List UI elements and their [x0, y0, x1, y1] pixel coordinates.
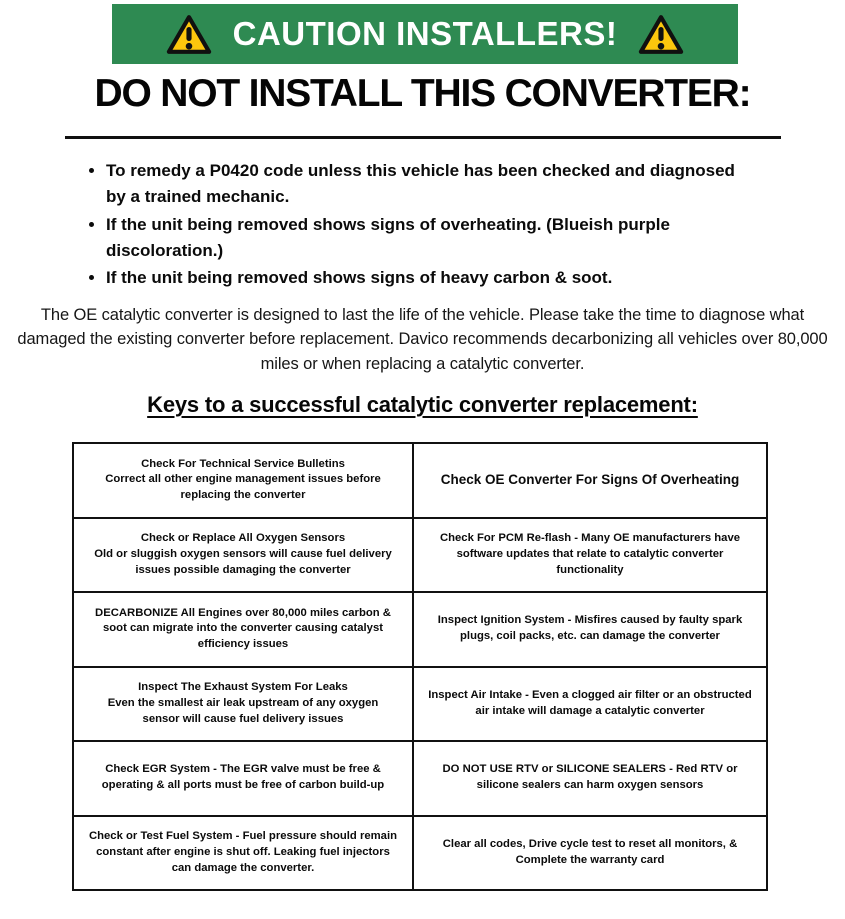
table-cell — [413, 443, 767, 518]
cell-text: Check For Technical Service Bulletins — [141, 457, 345, 470]
table-cell — [73, 518, 413, 593]
cell-text: Check or Replace All Oxygen Sensors — [140, 532, 346, 545]
cell-text: Check EGR System - The EGR valve must be free & operating & all ports must be free of carbon build-up — [101, 763, 385, 792]
main-heading: DO NOT INSTALL THIS CONVERTER: — [94, 72, 751, 115]
warning-list-item: • To remedy a P0420 code unless this vehicle has been checked and diagnosed by a trained mechanic. — [106, 158, 753, 211]
cell-text: Even the smallest air leak upstream of any oxygen sensor will cause fuel delivery issues — [107, 696, 379, 725]
banner-title: CAUTION INSTALLERS! — [232, 15, 618, 52]
table-cell — [73, 443, 413, 518]
table-row — [73, 443, 767, 518]
table-row — [73, 592, 767, 667]
cell-text: DECARBONIZE All Engines over 80,000 miles carbon & soot can migrate into the converter causing catalyst efficiency issues — [95, 606, 391, 651]
table-cell — [413, 667, 767, 742]
table-cell — [73, 816, 413, 891]
table-cell — [73, 667, 413, 742]
cell-text: Check For PCM Re-flash - Many OE manufacturers have software updates that relate to catalytic converter functionality — [439, 532, 741, 576]
warning-list — [88, 158, 753, 293]
warning-list-item: • If the unit being removed shows signs of heavy carbon & soot. — [106, 265, 753, 291]
keys-table — [72, 442, 768, 891]
cell-text: Check OE Converter For Signs Of Overheating — [440, 471, 740, 487]
table-row — [73, 518, 767, 593]
table-row — [73, 816, 767, 891]
cell-text: Inspect Ignition System - Misfires caused by faulty spark plugs, coil packs, etc. can damage the converter — [437, 614, 743, 643]
table-cell — [413, 518, 767, 593]
advisory-paragraph: The OE catalytic converter is designed to last the life of the vehicle. Please take the time to diagnose what damaged the existing converter before replacement. Davico recommends decarbonizing all vehicles over 80,000 miles or when replacing a catalytic converter. — [17, 306, 828, 373]
divider-line — [65, 136, 781, 139]
keys-heading: Keys to a successful catalytic converter replacement: — [147, 392, 698, 417]
cell-text: Correct all other engine management issues before replacing the converter — [105, 473, 381, 502]
table-cell — [413, 592, 767, 667]
cell-text: Inspect The Exhaust System For Leaks — [138, 681, 348, 694]
cell-text: Complete the warranty card — [515, 853, 665, 866]
warning-triangle-icon — [637, 13, 685, 56]
cell-text: Old or sluggish oxygen sensors will cause fuel delivery issues possible damaging the converter — [94, 547, 392, 576]
warning-triangle-icon — [165, 13, 213, 56]
table-cell — [73, 741, 413, 816]
cell-text: DO NOT USE RTV or SILICONE SEALERS - Red RTV or silicone sealers can harm oxygen sensors — [442, 763, 738, 792]
table-cell — [413, 816, 767, 891]
caution-banner — [112, 4, 738, 64]
cell-text: Check or Test Fuel System - Fuel pressure should remain constant after engine is shut off. Leaking fuel injectors can damage the converter. — [88, 830, 398, 874]
warning-list-item: • If the unit being removed shows signs of overheating. (Blueish purple discoloration.) — [106, 212, 753, 265]
cell-text: Inspect Air Intake - Even a clogged air filter or an obstructed air intake will damage a catalytic converter — [428, 688, 752, 717]
table-cell — [73, 592, 413, 667]
table-row — [73, 667, 767, 742]
table-cell — [413, 741, 767, 816]
table-row — [73, 741, 767, 816]
cell-text: Clear all codes, Drive cycle test to reset all monitors, & — [442, 837, 738, 850]
